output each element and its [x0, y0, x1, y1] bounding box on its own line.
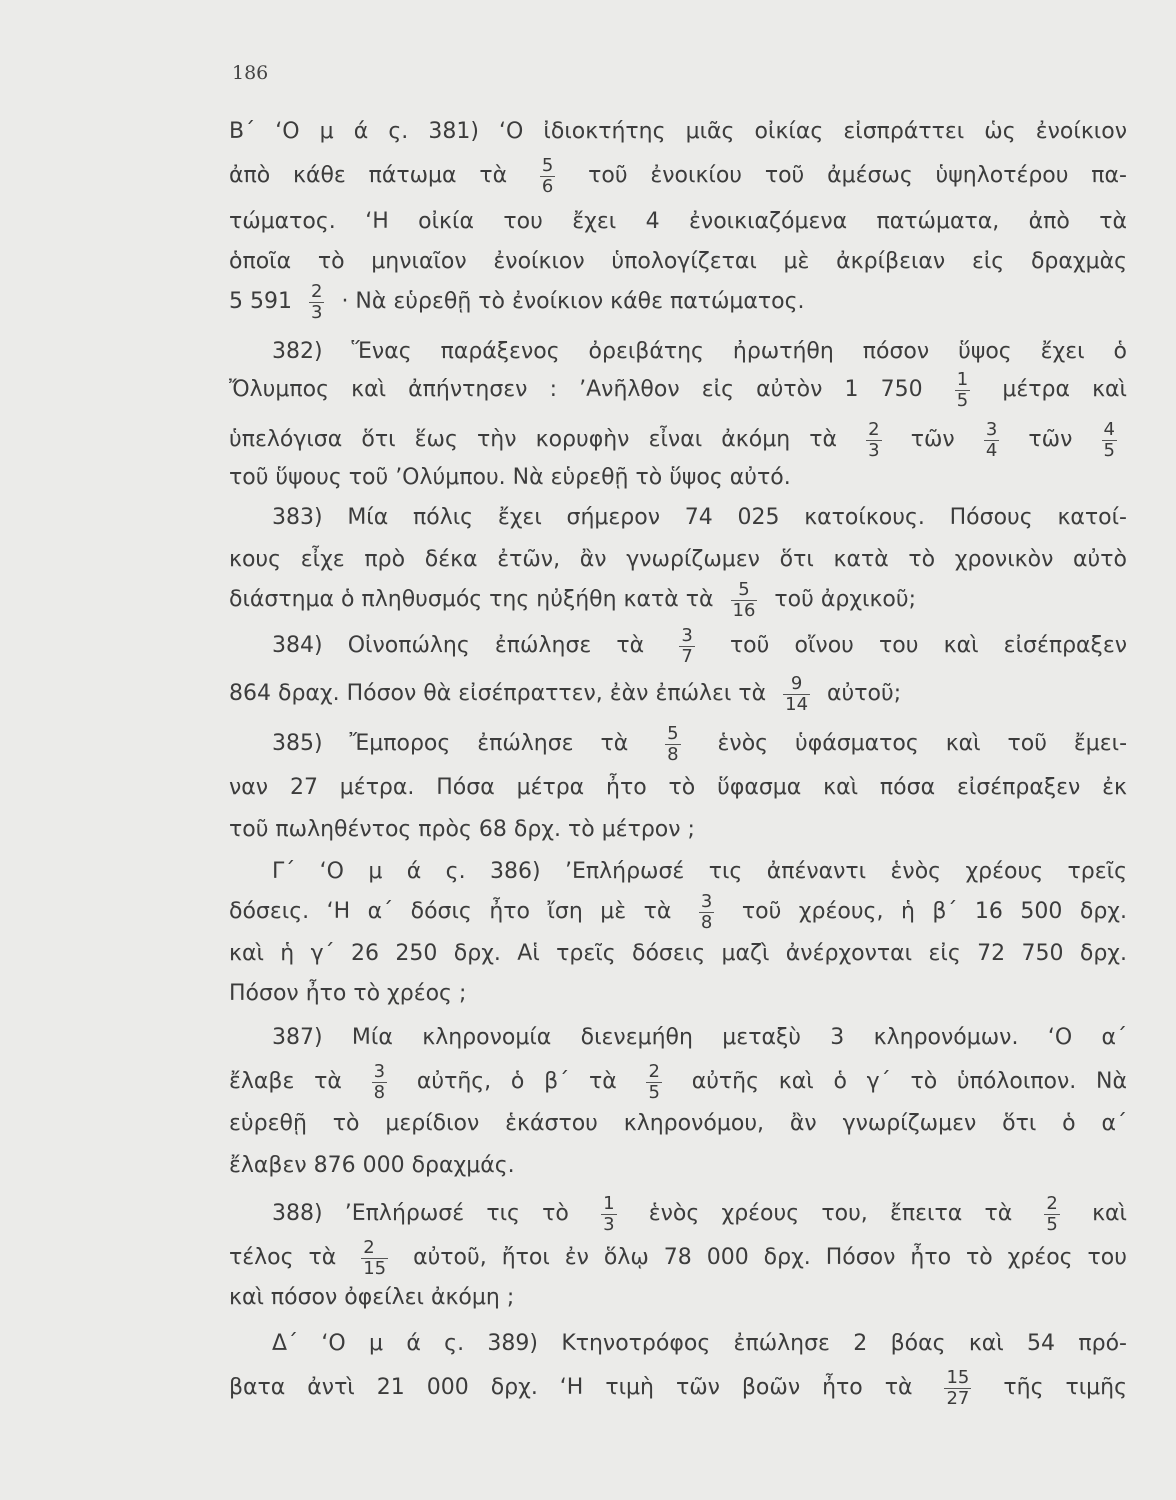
fraction	[1044, 1194, 1059, 1235]
text-line	[229, 368, 1127, 412]
fraction-denominator: 8	[373, 1081, 386, 1103]
text-run: τοῦ ὕψους τοῦ ’Ολύμπου. Νὰ εὑρεθῇ τὸ ὕψος αὐτό.	[229, 465, 791, 490]
fraction-denominator: 7	[681, 645, 693, 667]
text-run: 385) Ἔμπορος ἐπώλησε τὰ	[272, 731, 629, 756]
text-line	[229, 280, 1127, 324]
fraction-denominator: 8	[700, 911, 713, 933]
fraction-denominator: 5	[1103, 439, 1115, 461]
fraction-denominator: 3	[310, 301, 323, 323]
text-run: Ὄλυμπος καὶ ἀπήντησεν : ’Ανῆλθον εἰς αὐτὸν 1 750	[229, 377, 923, 402]
text-line	[229, 1322, 1127, 1366]
text-line	[229, 496, 1127, 540]
text-run: τοῦ πωληθέντος πρὸς 68 δρχ. τὸ μέτρον ;	[229, 817, 695, 842]
text-run: αὐτοῦ;	[827, 681, 902, 706]
text-run: 5 591	[229, 289, 292, 314]
fraction	[372, 1062, 387, 1103]
fraction-denominator: 15	[363, 1257, 387, 1279]
fraction	[944, 1368, 971, 1409]
text-run: ναν 27 μέτρα. Πόσα μέτρα ἦτο τὸ ὕφασμα καὶ πόσα εἰσέπραξεν ἐκ	[229, 775, 1127, 800]
fraction-denominator: 27	[946, 1387, 970, 1409]
text-run: Πόσον ἦτο τὸ χρέος ;	[229, 981, 467, 1006]
text-line	[229, 538, 1127, 582]
text-run: καὶ πόσον ὀφείλει ἀκόμη ;	[229, 1285, 515, 1310]
fraction	[955, 370, 970, 411]
fraction	[731, 580, 758, 621]
text-run: τοῦ ἀρχικοῦ;	[774, 587, 917, 612]
text-line	[229, 890, 1127, 934]
text-run: τώματος. ‘Η οἰκία του ἔχει 4 ἐνοικιαζόμενα πατώματα, ἀπὸ τὰ	[229, 209, 1127, 234]
text-line	[229, 578, 1127, 622]
text-run: διάστημα ὁ πληθυσμός της ηὐξήθη κατὰ τὰ	[229, 587, 714, 612]
text-line	[229, 1366, 1127, 1410]
text-run: 383) Μία πόλις ἔχει σήμερον 74 025 κατοίκους. Πόσους κατοί-	[272, 505, 1127, 530]
fraction-denominator: 5	[648, 1081, 660, 1103]
text-run: · Νὰ εὑρεθῇ τὸ ἐνοίκιον κάθε πατώματος.	[341, 289, 805, 314]
text-line	[229, 110, 1127, 154]
fraction-numerator: 2	[310, 280, 323, 302]
text-run: Δ΄ ‘Ο μ ά ς. 389) Κτηνοτρόφος ἐπώλησε 2 βόας καὶ 54 πρό-	[272, 1331, 1127, 1356]
fraction	[679, 626, 694, 667]
fraction-denominator: 5	[956, 389, 969, 411]
text-run: 864 δραχ. Πόσον θὰ εἰσέπραττεν, ἐὰν ἐπώλει τὰ	[229, 681, 767, 706]
fraction-numerator: 3	[681, 624, 693, 646]
fraction-numerator: 15	[946, 1366, 970, 1388]
text-line	[229, 932, 1127, 976]
text-line	[229, 722, 1127, 766]
text-line	[229, 1236, 1127, 1280]
fraction	[361, 1238, 388, 1279]
text-run: τῶν	[910, 427, 955, 452]
text-line	[229, 456, 1127, 500]
fraction-numerator: 9	[783, 674, 810, 695]
text-line	[229, 1192, 1127, 1236]
fraction-numerator: 5	[667, 722, 679, 744]
text-run: ἑνὸς ὑφάσματος καὶ τοῦ ἔμει-	[717, 731, 1128, 756]
text-line	[229, 1060, 1127, 1104]
fraction	[309, 282, 324, 323]
text-run: τοῦ οἴνου του καὶ εἰσέπραξεν	[729, 633, 1128, 658]
text-run: ἔλαβεν 876 000 δραχμάς.	[229, 1153, 515, 1178]
fraction	[783, 674, 810, 715]
text-run: Β΄ ‘Ο μ ά ς. 381) ‘Ο ἰδιοκτήτης μιᾶς οἰκίας εἰσπράττει ὡς ἐνοίκιον	[229, 119, 1127, 144]
text-run: μέτρα καὶ	[1002, 377, 1128, 402]
fraction-denominator: 4	[985, 439, 998, 461]
text-run: ἀπὸ κάθε πάτωμα τὰ	[229, 163, 508, 188]
text-line	[229, 1276, 1127, 1320]
text-run: τῶν	[1028, 427, 1073, 452]
fraction-numerator: 2	[868, 418, 880, 440]
text-run: κους εἶχε πρὸ δέκα ἐτῶν, ἂν γνωρίζωμεν ὅτι κατὰ τὸ χρονικὸν αὐτὸ	[229, 547, 1127, 572]
fraction-denominator: 3	[868, 439, 880, 461]
text-run: Γ΄ ‘Ο μ ά ς. 386) ’Επλήρωσέ τις ἀπέναντι ἑνὸς χρέους τρεῖς	[272, 859, 1127, 884]
text-run: 388) ’Επλήρωσέ τις τὸ	[272, 1201, 569, 1226]
text-line	[229, 1016, 1127, 1060]
fraction-numerator: 5	[541, 154, 554, 176]
text-run: αὐτῆς καὶ ὁ γ΄ τὸ ὑπόλοιπον. Νὰ	[691, 1069, 1127, 1094]
fraction	[665, 724, 680, 765]
fraction	[540, 156, 555, 197]
fraction	[866, 420, 881, 461]
text-run: βατα ἀντὶ 21 000 δρχ. ‘Η τιμὴ τῶν βοῶν ἦτο τὰ	[229, 1375, 913, 1400]
fraction-numerator: 3	[373, 1060, 386, 1082]
fraction-numerator: 1	[603, 1192, 615, 1214]
text-line	[229, 672, 1127, 716]
fraction-denominator: 16	[732, 599, 756, 621]
text-run: ἑνὸς χρέους του, ἔπειτα τὰ	[648, 1201, 1013, 1226]
text-line	[229, 972, 1127, 1016]
text-line	[229, 154, 1127, 198]
fraction-denominator: 3	[603, 1213, 615, 1235]
text-run: εὑρεθῇ τὸ μερίδιον ἑκάστου κληρονόμου, ἂν γνωρίζωμεν ὅτι ὁ α΄	[229, 1111, 1127, 1136]
text-line	[229, 240, 1127, 284]
fraction-numerator: 4	[1103, 418, 1115, 440]
fraction	[646, 1062, 661, 1103]
fraction-numerator: 5	[731, 580, 758, 601]
fraction-denominator: 8	[667, 743, 679, 765]
text-run: καὶ	[1092, 1201, 1128, 1226]
fraction	[984, 420, 999, 461]
fraction-numerator: 2	[648, 1060, 660, 1082]
fraction-denominator: 5	[1046, 1213, 1058, 1235]
text-run: αὐτῆς, ὁ β΄ τὰ	[416, 1069, 617, 1094]
text-run: δόσεις. ‘Η α΄ δόσις ἦτο ἴση μὲ τὰ	[229, 899, 672, 924]
text-line	[229, 808, 1127, 852]
fraction-denominator: 6	[541, 175, 554, 197]
text-line	[229, 1144, 1127, 1188]
text-run: 384) Οἰνοπώλης ἐπώλησε τὰ	[272, 633, 645, 658]
text-run: τοῦ χρέους, ἡ β΄ 16 500 δρχ.	[741, 899, 1128, 924]
fraction	[601, 1194, 616, 1235]
text-run: ἔλαβε τὰ	[229, 1069, 342, 1094]
fraction	[1102, 420, 1117, 461]
text-run: 382) Ἕνας παράξενος ὀρειβάτης ἠρωτήθη πόσον ὕψος ἔχει ὁ	[272, 339, 1127, 364]
text-line	[229, 200, 1127, 244]
page-number: 186	[232, 62, 269, 84]
text-run: αὐτοῦ, ἤτοι ἐν ὅλῳ 78 000 δρχ. Πόσον ἦτο τὸ χρέος του	[413, 1245, 1127, 1270]
text-run: ὁποῖα τὸ μηνιαῖον ἐνοίκιον ὑπολογίζεται μὲ ἀκρίβειαν εἰς δραχμὰς	[229, 249, 1127, 274]
text-line	[229, 850, 1127, 894]
text-run: καὶ ἡ γ΄ 26 250 δρχ. Αἱ τρεῖς δόσεις μαζὶ ἀνέρχονται εἰς 72 750 δρχ.	[229, 941, 1127, 966]
text-run: τῆς τιμῆς	[1003, 1375, 1128, 1400]
fraction	[699, 892, 714, 933]
text-line	[229, 624, 1127, 668]
text-run: τοῦ ἐνοικίου τοῦ ἀμέσως ὑψηλοτέρου πα-	[588, 163, 1127, 188]
text-line	[229, 1102, 1127, 1146]
text-run: ὑπελόγισα ὅτι ἕως τὴν κορυφὴν εἶναι ἀκόμη τὰ	[229, 427, 838, 452]
text-run: τέλος τὰ	[229, 1245, 337, 1270]
fraction-numerator: 2	[1046, 1192, 1058, 1214]
fraction-denominator: 14	[785, 693, 809, 715]
fraction-numerator: 3	[985, 418, 998, 440]
text-run: 387) Μία κληρονομία διενεμήθη μεταξὺ 3 κληρονόμων. ‘Ο α΄	[272, 1025, 1127, 1050]
fraction-numerator: 2	[361, 1238, 388, 1259]
fraction-numerator: 1	[956, 368, 969, 390]
text-line	[229, 766, 1127, 810]
fraction-numerator: 3	[700, 890, 713, 912]
